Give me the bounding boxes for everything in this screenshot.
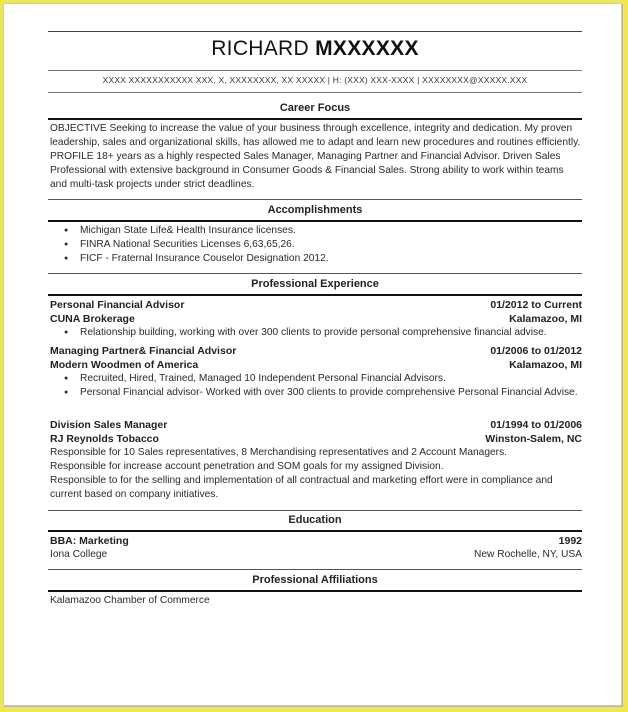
job-title: Personal Financial Advisor [50, 299, 185, 311]
accomplishments-rule [48, 220, 582, 222]
job-location: Kalamazoo, MI [509, 359, 582, 371]
job-3-description [50, 446, 582, 502]
education-end-rule [48, 569, 582, 570]
experience-end-rule [48, 510, 582, 511]
contact-top-divider [48, 70, 582, 71]
job-location: Kalamazoo, MI [509, 313, 582, 325]
first-name: RICHARD [211, 37, 309, 60]
job-dates: 01/2006 to 01/2012 [490, 345, 582, 357]
affiliations-heading: Professional Affiliations [252, 574, 378, 586]
job-company: CUNA Brokerage [50, 313, 135, 325]
career-focus-end-rule [48, 199, 582, 200]
school-location: New Rochelle, NY, USA [474, 549, 582, 560]
candidate-name [48, 37, 582, 61]
contact-info: XXXX XXXXXXXXXXX XXX, X, XXXXXXXX, XX XXXXX | H: (XXX) XXX-XXXX | XXXXXXXX@XXXXX.XXX [102, 75, 528, 85]
last-name: MXXXXXX [315, 37, 419, 60]
accomplishments-end-rule [48, 273, 582, 274]
job-line: Responsible for 10 Sales representatives, 8 Merchandising representatives and 2 Account Managers. [50, 447, 507, 458]
list-item: ● Personal Financial advisor- Worked with over 300 clients to provide comprehensive Personal Financial Advise. [50, 386, 582, 400]
career-focus-heading: Career Focus [279, 102, 351, 114]
list-item: ● Michigan State Life& Health Insurance licenses. [50, 224, 582, 238]
job-line: Responsible to for the selling and implementation of all contractual and marketing effort were in compliance and current based on company initiatives. [50, 475, 553, 500]
degree: BBA: Marketing [50, 535, 129, 547]
accomplishments-heading: Accomplishments [267, 204, 363, 216]
job-company: RJ Reynolds Tobacco [50, 433, 159, 445]
job-title: Managing Partner& Financial Advisor [50, 345, 237, 357]
education-school-row [50, 548, 582, 562]
education-heading: Education [288, 514, 342, 526]
career-focus-rule [48, 118, 582, 120]
career-focus-text: OBJECTIVE Seeking to increase the value of your business through excellence, integrity and dedication. My proven leadership, sales and organizational skills, has allowed me to adapt and learn new procedures and routines efficiently. PROFILE 18+ years as a highly respected Sales Manager, Managing Partner and Financial Advisor. Driven Sales Professional with extensive background in Consumer Goods & Financial Sales. Strong ability to work within teams and multi-task projects under strict deadlines. [50, 123, 581, 190]
experience-heading: Professional Experience [251, 278, 379, 290]
job-3-company-row [50, 432, 582, 446]
experience-rule [48, 294, 582, 296]
top-divider [48, 31, 582, 32]
affiliations-rule [48, 590, 582, 592]
job-line: Responsible for increase account penetration and SOM goals for my assigned Division. [50, 461, 444, 472]
job-1-bullets [50, 326, 582, 340]
job-3-title-row [50, 418, 582, 432]
job-dates: 01/2012 to Current [490, 299, 582, 311]
education-rule [48, 530, 582, 532]
graduation-year: 1992 [558, 535, 582, 547]
affiliations-text: Kalamazoo Chamber of Commerce [50, 595, 210, 606]
list-item: ● FINRA National Securities Licenses 6,63,65,26. [50, 238, 582, 252]
job-1-company-row [50, 312, 582, 326]
accomplishments-list [50, 224, 582, 266]
job-location: Winston-Salem, NC [485, 433, 582, 445]
job-2-title-row [50, 344, 582, 358]
list-item: ● Relationship building, working with over 300 clients to provide personal comprehensive financial advise. [50, 326, 582, 340]
job-company: Modern Woodmen of America [50, 359, 199, 371]
resume-page [3, 3, 622, 706]
job-dates: 01/1994 to 01/2006 [490, 419, 582, 431]
contact-bottom-divider [48, 92, 582, 93]
education-degree-row [50, 534, 582, 548]
list-item: ● FICF - Fraternal Insurance Couselor Designation 2012. [50, 252, 582, 266]
list-item: ● Recruited, Hired, Trained, Managed 10 Independent Personal Financial Advisors. [50, 372, 582, 386]
job-2-company-row [50, 358, 582, 372]
job-title: Division Sales Manager [50, 419, 168, 431]
school: Iona College [50, 549, 108, 560]
job-1-title-row [50, 298, 582, 312]
job-2-bullets [50, 372, 582, 400]
